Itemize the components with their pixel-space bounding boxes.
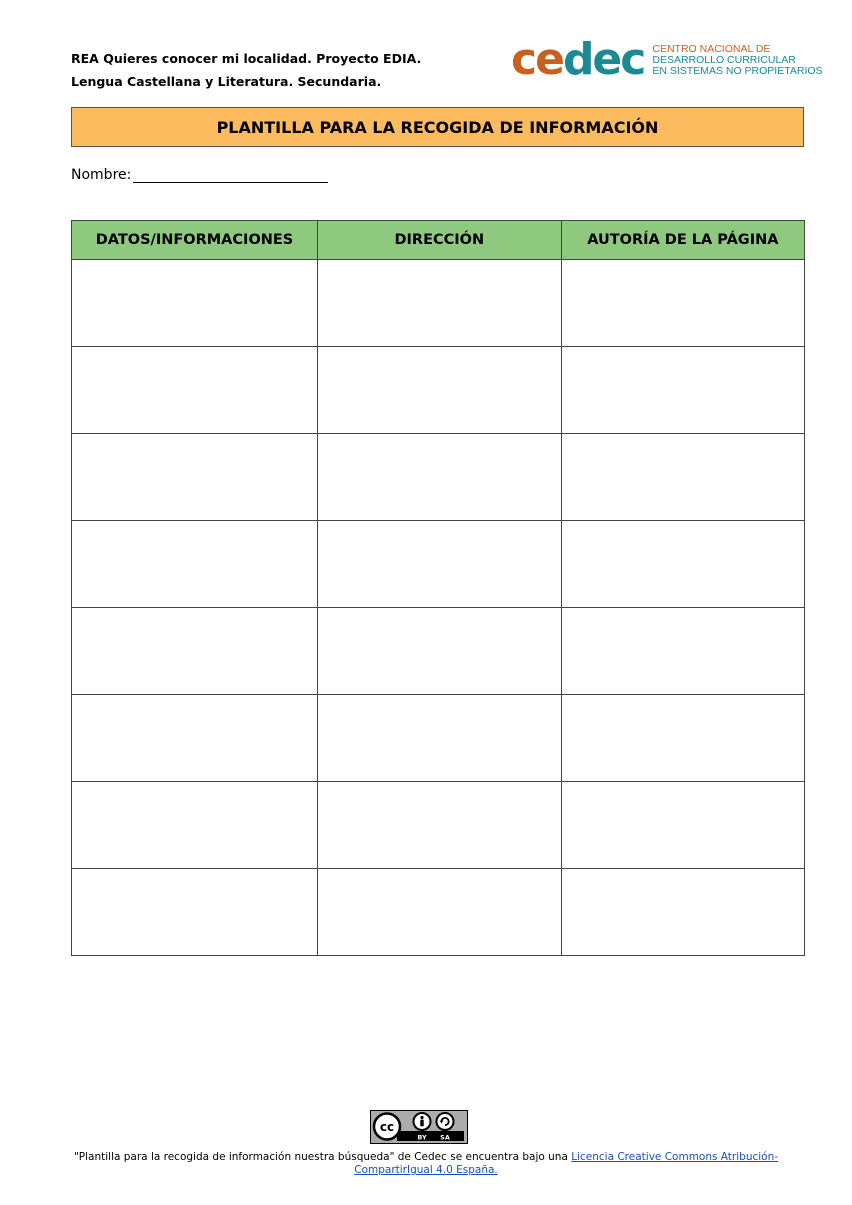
document-header (71, 47, 421, 93)
table-cell[interactable] (318, 347, 562, 434)
table-cell[interactable] (561, 608, 804, 695)
table-cell[interactable] (561, 347, 804, 434)
table-row (72, 782, 805, 869)
table-cell[interactable] (72, 782, 318, 869)
cc-license-badge[interactable] (370, 1110, 468, 1144)
name-field (71, 166, 328, 183)
cc-by-sa-icon (371, 1111, 466, 1142)
person-icon (420, 1116, 423, 1119)
name-label: Nombre: (71, 167, 132, 183)
table-cell[interactable] (561, 695, 804, 782)
table-row (72, 434, 805, 521)
cc-icon: cc (379, 1120, 395, 1134)
table-row (72, 608, 805, 695)
table-row (72, 347, 805, 434)
license-link[interactable]: Licencia Creative Commons Atribución-CompartirIgual 4.0 España. (354, 1151, 779, 1176)
table-cell[interactable] (318, 869, 562, 956)
header-line-1: REA Quieres conocer mi localidad. Proyecto EDIA. (71, 51, 422, 66)
table-header-row (72, 221, 805, 260)
table-cell[interactable] (72, 608, 318, 695)
column-header-authorship: AUTORÍA DE LA PÁGINA (561, 221, 804, 260)
table-cell[interactable] (561, 260, 804, 347)
table-cell[interactable] (561, 869, 804, 956)
table-cell[interactable] (72, 260, 318, 347)
table-row (72, 695, 805, 782)
table-row (72, 260, 805, 347)
table-cell[interactable] (318, 434, 562, 521)
column-header-data: DATOS/INFORMACIONES (72, 221, 318, 260)
by-label: BY (417, 1133, 427, 1142)
page-title: PLANTILLA PARA LA RECOGIDA DE INFORMACIÓN (71, 107, 804, 147)
table-cell[interactable] (561, 521, 804, 608)
table-cell[interactable] (318, 521, 562, 608)
table-cell[interactable] (318, 260, 562, 347)
cedec-logo-subtitle: CENTRO NACIONAL DE DESARROLLO CURRICULAR EN SISTEMAS NO PROPIETARIOS (652, 42, 823, 77)
column-header-address: DIRECCIÓN (318, 221, 562, 260)
table-cell[interactable] (561, 434, 804, 521)
table-row (72, 869, 805, 956)
table-cell[interactable] (72, 434, 318, 521)
table-cell[interactable] (72, 347, 318, 434)
information-table (71, 220, 805, 956)
table-cell[interactable] (561, 782, 804, 869)
license-text: "Plantilla para la recogida de información nuestra búsqueda" de Cedec se encuentra bajo una (73, 1151, 572, 1163)
table-cell[interactable] (318, 695, 562, 782)
table-cell[interactable] (72, 695, 318, 782)
license-footer (71, 1151, 781, 1177)
table-cell[interactable] (72, 869, 318, 956)
table-cell[interactable] (72, 521, 318, 608)
table-cell[interactable] (318, 782, 562, 869)
name-blank-line[interactable] (133, 166, 328, 183)
cedec-logo-word: cedec (511, 34, 645, 85)
table-cell[interactable] (318, 608, 562, 695)
cedec-logo (511, 34, 823, 85)
table-row (72, 521, 805, 608)
header-line-2: Lengua Castellana y Literatura. Secundaria. (71, 74, 382, 89)
sa-label: SA (440, 1133, 450, 1142)
